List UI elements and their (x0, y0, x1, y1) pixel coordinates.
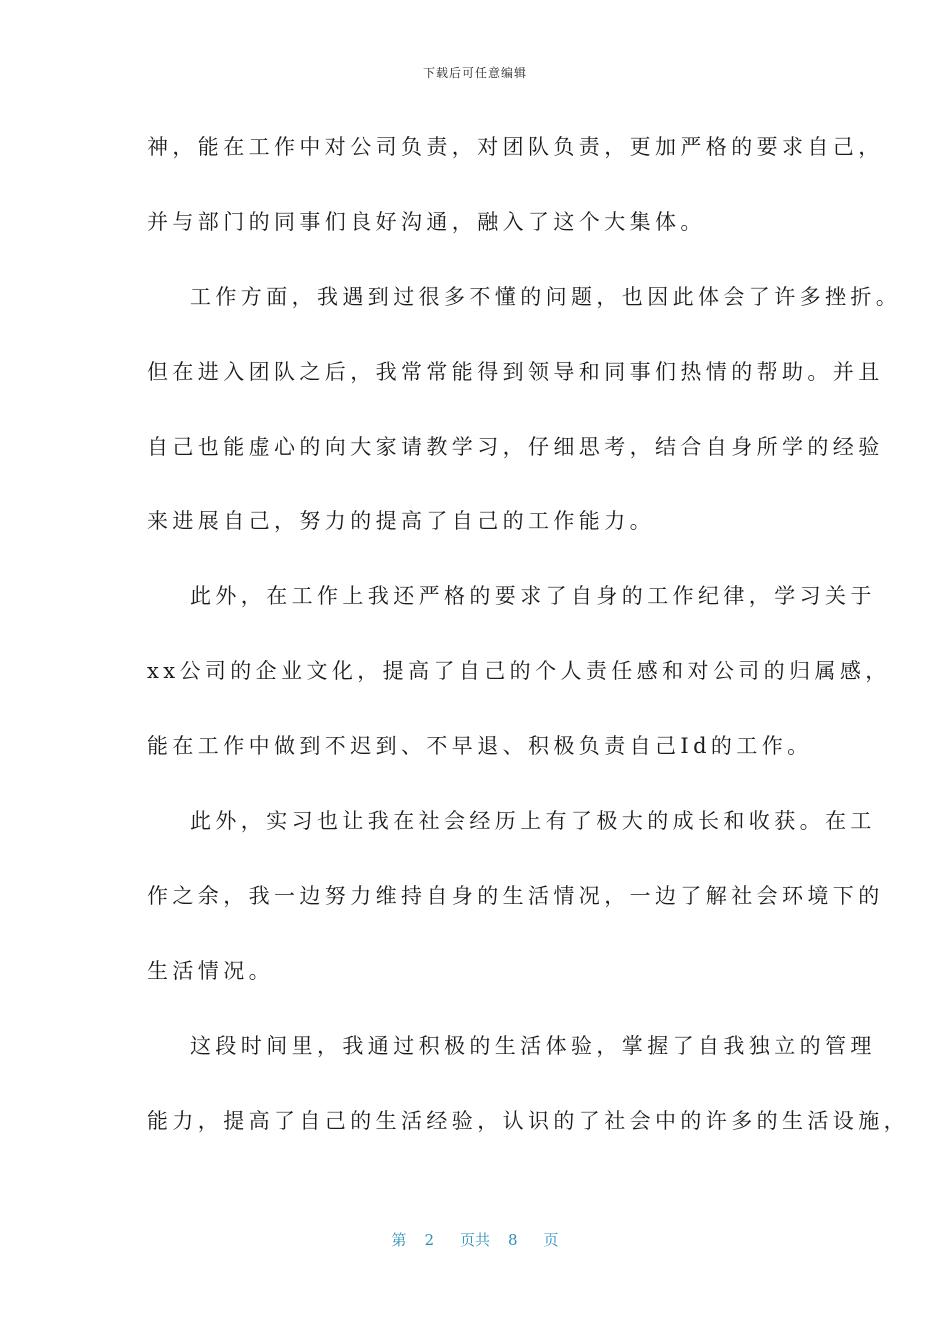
page-footer (0, 1229, 950, 1250)
text-line: 生活情况。 (147, 958, 274, 983)
text-line: 但在进入团队之后，我常常能得到领导和同事们热情的帮助。并且 (147, 359, 884, 384)
page-header: 下载后可任意编辑 (422, 66, 527, 80)
text-line: 此外，在工作上我还严格的要求了自身的工作纪律，学习关于 (190, 584, 876, 609)
text-line: xx公司的企业文化，提高了自己的个人责任感和对公司的归属感， (147, 659, 891, 684)
text-line: 作之余，我一边努力维持自身的生活情况，一边了解社会环境下的 (147, 883, 884, 908)
footer-total-pages: 8 (508, 1231, 518, 1249)
body-text (147, 128, 909, 1176)
text-line: 自己也能虚心的向大家请教学习，仔细思考，结合自身所学的经验 (147, 434, 884, 459)
text-line: 能在工作中做到不迟到、不早退、积极负责自己Id的工作。 (147, 734, 813, 759)
text-line: 并与部门的同事们良好沟通，融入了这个大集体。 (147, 209, 706, 234)
text-line: 工作方面，我遇到过很多不懂的问题，也因此体会了许多挫折。 (190, 284, 902, 309)
text-line: 来进展自己，努力的提高了自己的工作能力。 (147, 509, 655, 534)
footer-suffix: 页 (543, 1231, 559, 1249)
text-line: 这段时间里，我通过积极的生活体验，掌握了自我独立的管理 (190, 1033, 876, 1058)
text-line: 能力，提高了自己的生活经验，认识的了社会中的许多的生活设施， (147, 1108, 909, 1133)
footer-current-page: 2 (424, 1231, 434, 1249)
footer-prefix: 第 (391, 1231, 407, 1249)
text-line: 神，能在工作中对公司负责，对团队负责，更加严格的要求自己， (147, 135, 884, 159)
text-line: 此外，实习也让我在社会经历上有了极大的成长和收获。在工 (190, 809, 876, 834)
footer-middle: 页共 (459, 1231, 490, 1249)
